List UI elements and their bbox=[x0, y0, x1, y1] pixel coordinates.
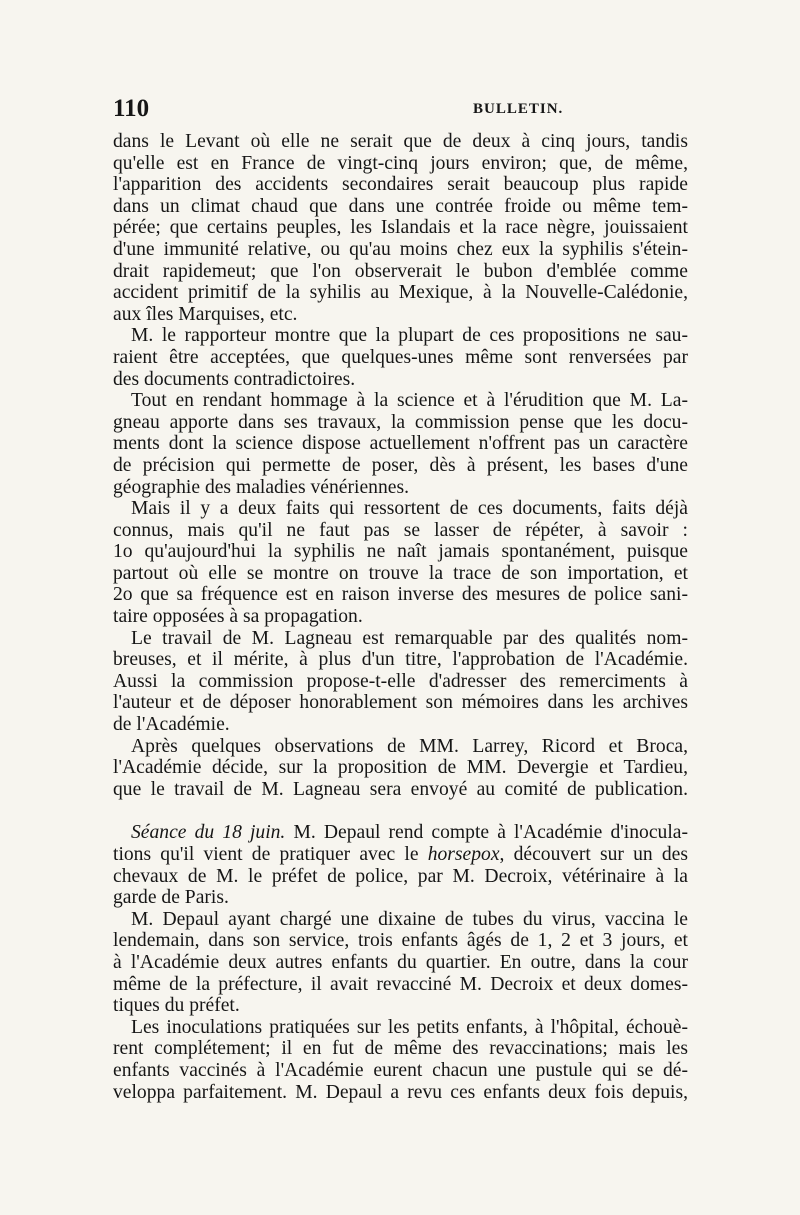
text-line: tiques du préfet. bbox=[113, 995, 240, 1017]
text-line: dans le Levant où elle ne serait que de deux à cinq jours, tandis bbox=[113, 131, 688, 152]
text-line: l'apparition des accidents secondaires serait beaucoup plus rapide bbox=[113, 174, 688, 196]
text-line: garde de Paris. bbox=[113, 887, 229, 909]
text-line: de l'Académie. bbox=[113, 714, 230, 736]
session-second-line bbox=[113, 844, 688, 866]
text-line: Mais il y a deux faits qui ressortent de ces documents, faits déjà bbox=[131, 498, 688, 520]
paragraph-1 bbox=[113, 131, 688, 325]
text-line: 1o qu'aujourd'hui la syphilis ne naît jamais spontanément, puisque bbox=[113, 541, 688, 563]
text-line: rent complétement; il en fut de même des revaccinations; mais les bbox=[113, 1038, 688, 1060]
text-line: de précision qui permette de poser, dès à présent, les bases d'une bbox=[113, 454, 688, 476]
text-line: à l'Académie deux autres enfants du quartier. En outre, dans la cour bbox=[113, 951, 688, 973]
text-line: M. Depaul ayant chargé une dixaine de tubes du virus, vaccina le bbox=[131, 908, 688, 930]
text-line: accident primitif de la syhilis au Mexique, à la Nouvelle-Calédonie, bbox=[113, 282, 688, 304]
text-line: l'Académie décide, sur la proposition de MM. Devergie et Tardieu, bbox=[113, 757, 688, 779]
text-line: l'auteur et de déposer honorablement son mémoires dans les archives bbox=[113, 692, 688, 714]
horsepox-term: horsepox bbox=[427, 844, 500, 865]
text-line: ments dont la science dispose actuellement n'offrent pas un caractère bbox=[113, 433, 688, 455]
page-header bbox=[113, 95, 688, 127]
paragraph-4 bbox=[113, 498, 688, 628]
text-line: breuses, et il mérite, à plus d'un titre, l'approbation de l'Académie. bbox=[113, 649, 688, 671]
text-line: Aussi la commission propose-t-elle d'adresser des remerciments à bbox=[113, 670, 688, 692]
text-line: 2o que sa fréquence est en raison inverse des mesures de police sani- bbox=[113, 584, 688, 606]
text-line: géographie des maladies vénériennes. bbox=[113, 476, 409, 498]
text-line: partout où elle se montre on trouve la trace de son importation, et bbox=[113, 562, 688, 584]
session-line2-start: tions qu'il vient de pratiquer avec le bbox=[113, 844, 419, 865]
body-text bbox=[113, 131, 688, 1103]
text-line: qu'elle est en France de vingt-cinq jours environ; que, de même, bbox=[113, 152, 688, 174]
text-line: que le travail de M. Lagneau sera envoyé au comité de publication. bbox=[113, 778, 688, 800]
running-title: BULLETIN. bbox=[473, 101, 564, 117]
text-line: gneau apporte dans ses travaux, la commission pense que les docu- bbox=[113, 411, 688, 433]
text-line: M. le rapporteur montre que la plupart de ces propositions ne sau- bbox=[131, 325, 688, 347]
text-line: veloppa parfaitement. M. Depaul a revu ces enfants deux fois depuis, bbox=[113, 1081, 688, 1103]
paragraph-5 bbox=[113, 628, 688, 736]
text-line: raient être acceptées, que quelques-unes même sont renversées par bbox=[113, 346, 688, 368]
text-line: dans un climat chaud que dans une contrée froide ou même tem- bbox=[113, 195, 688, 217]
text-line: d'une immunité relative, ou qu'au moins chez eux la syphilis s'étein- bbox=[113, 238, 688, 260]
text-line: des documents contradictoires. bbox=[113, 368, 356, 390]
paragraph-3 bbox=[113, 390, 688, 498]
text-line: aux îles Marquises, etc. bbox=[113, 303, 298, 325]
session-first-line bbox=[113, 822, 688, 844]
text-line: lendemain, dans son service, trois enfants âgés de 1, 2 et 3 jours, et bbox=[113, 930, 688, 952]
text-line: connus, mais qu'il ne faut pas se lasser de répéter, à savoir : bbox=[113, 519, 688, 541]
text-line: Après quelques observations de MM. Larrey, Ricord et Broca, bbox=[131, 735, 688, 757]
paragraph-8 bbox=[113, 909, 688, 1017]
text-line: Le travail de M. Lagneau est remarquable par des qualités nom- bbox=[131, 627, 688, 649]
text-line: taire opposées à sa propagation. bbox=[113, 606, 363, 628]
text-line: Les inoculations pratiquées sur les petits enfants, à l'hôpital, échouè- bbox=[131, 1016, 688, 1038]
text-line: enfants vaccinés à l'Académie eurent chacun une pustule qui se dé- bbox=[113, 1059, 688, 1081]
section-gap bbox=[113, 800, 688, 822]
page-number: 110 bbox=[113, 95, 150, 122]
session-line2-end: , découvert sur un des bbox=[499, 844, 688, 865]
session-first-line-rest: M. Depaul rend compte à l'Académie d'inocula- bbox=[293, 822, 688, 844]
text-line: même de la préfecture, il avait revacciné M. Decroix et deux domes- bbox=[113, 973, 688, 995]
text-line: drait rapidemeut; que l'on observerait le bubon d'emblée comme bbox=[113, 260, 688, 282]
paragraph-session bbox=[113, 822, 688, 908]
session-prefix: Séance du bbox=[131, 822, 215, 844]
text-line: chevaux de M. le préfet de police, par M. Decroix, vétérinaire à la bbox=[113, 865, 688, 887]
text-line: Tout en rendant hommage à la science et à l'érudition que M. La- bbox=[131, 390, 688, 412]
paragraph-6 bbox=[113, 736, 688, 801]
paragraph-9 bbox=[113, 1017, 688, 1103]
paragraph-2 bbox=[113, 325, 688, 390]
text-line: pérée; que certains peuples, les Islandais et la race nègre, jouissaient bbox=[113, 217, 688, 239]
session-date: 18 juin. bbox=[222, 822, 286, 844]
